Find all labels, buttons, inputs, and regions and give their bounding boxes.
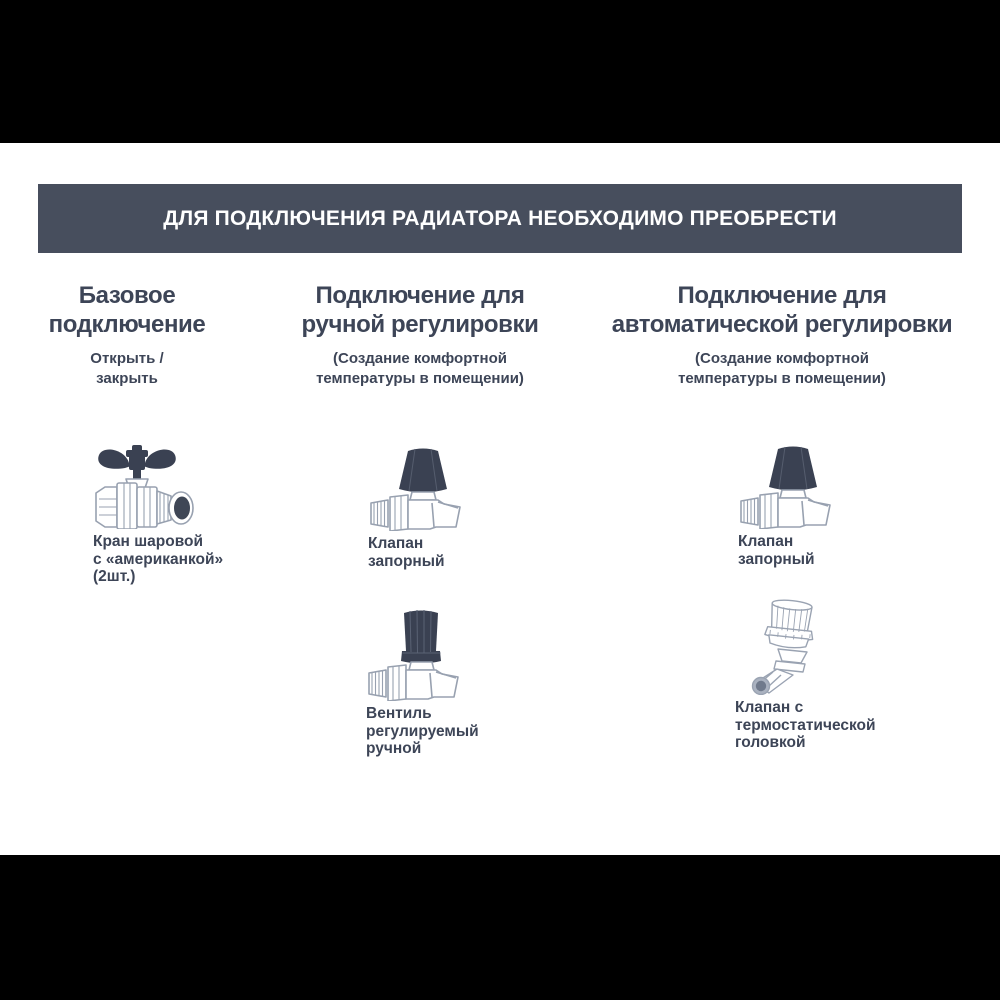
product-manual-valve: [366, 601, 536, 758]
column-automatic-header: [596, 281, 968, 389]
product-caption: Кран шаровой с «американкой» (2шт.): [93, 533, 224, 585]
content-area: [0, 143, 1000, 855]
manual-valve-icon: [366, 605, 470, 701]
product-caption: Клапан запорный: [368, 535, 445, 570]
product-thermostatic-valve: [735, 595, 895, 752]
header-title: ДЛЯ ПОДКЛЮЧЕНИЯ РАДИАТОРА НЕОБХОДИМО ПРЕОБРЕСТИ: [163, 206, 837, 230]
column-basic-title: Базовое подключение: [48, 282, 206, 338]
column-automatic-subtitle: (Создание комфортной температуры в помещении): [678, 350, 886, 387]
product-caption: Вентиль регулируемый ручной: [366, 705, 479, 757]
column-manual-title: Подключение для ручной регулировки: [301, 282, 539, 338]
product-caption: Клапан с термостатической головкой: [735, 699, 876, 751]
thermostatic-valve-icon: [735, 595, 835, 695]
column-basic-subtitle: Открыть / закрыть: [90, 350, 164, 387]
product-ball-valve: [93, 441, 243, 586]
stop-valve-icon: [368, 445, 472, 531]
stop-valve-icon: [738, 443, 842, 529]
product-stop-valve-automatic: [738, 441, 888, 568]
header-band: [38, 184, 962, 253]
product-stop-valve-manual: [368, 443, 518, 570]
column-automatic-title: Подключение для автоматической регулировки: [611, 282, 953, 338]
column-basic-header: [18, 281, 236, 389]
product-caption: Клапан запорный: [738, 533, 815, 568]
column-manual-header: [286, 281, 554, 389]
ball-valve-icon: [93, 441, 205, 529]
column-manual-subtitle: (Создание комфортной температуры в помещении): [316, 350, 524, 387]
